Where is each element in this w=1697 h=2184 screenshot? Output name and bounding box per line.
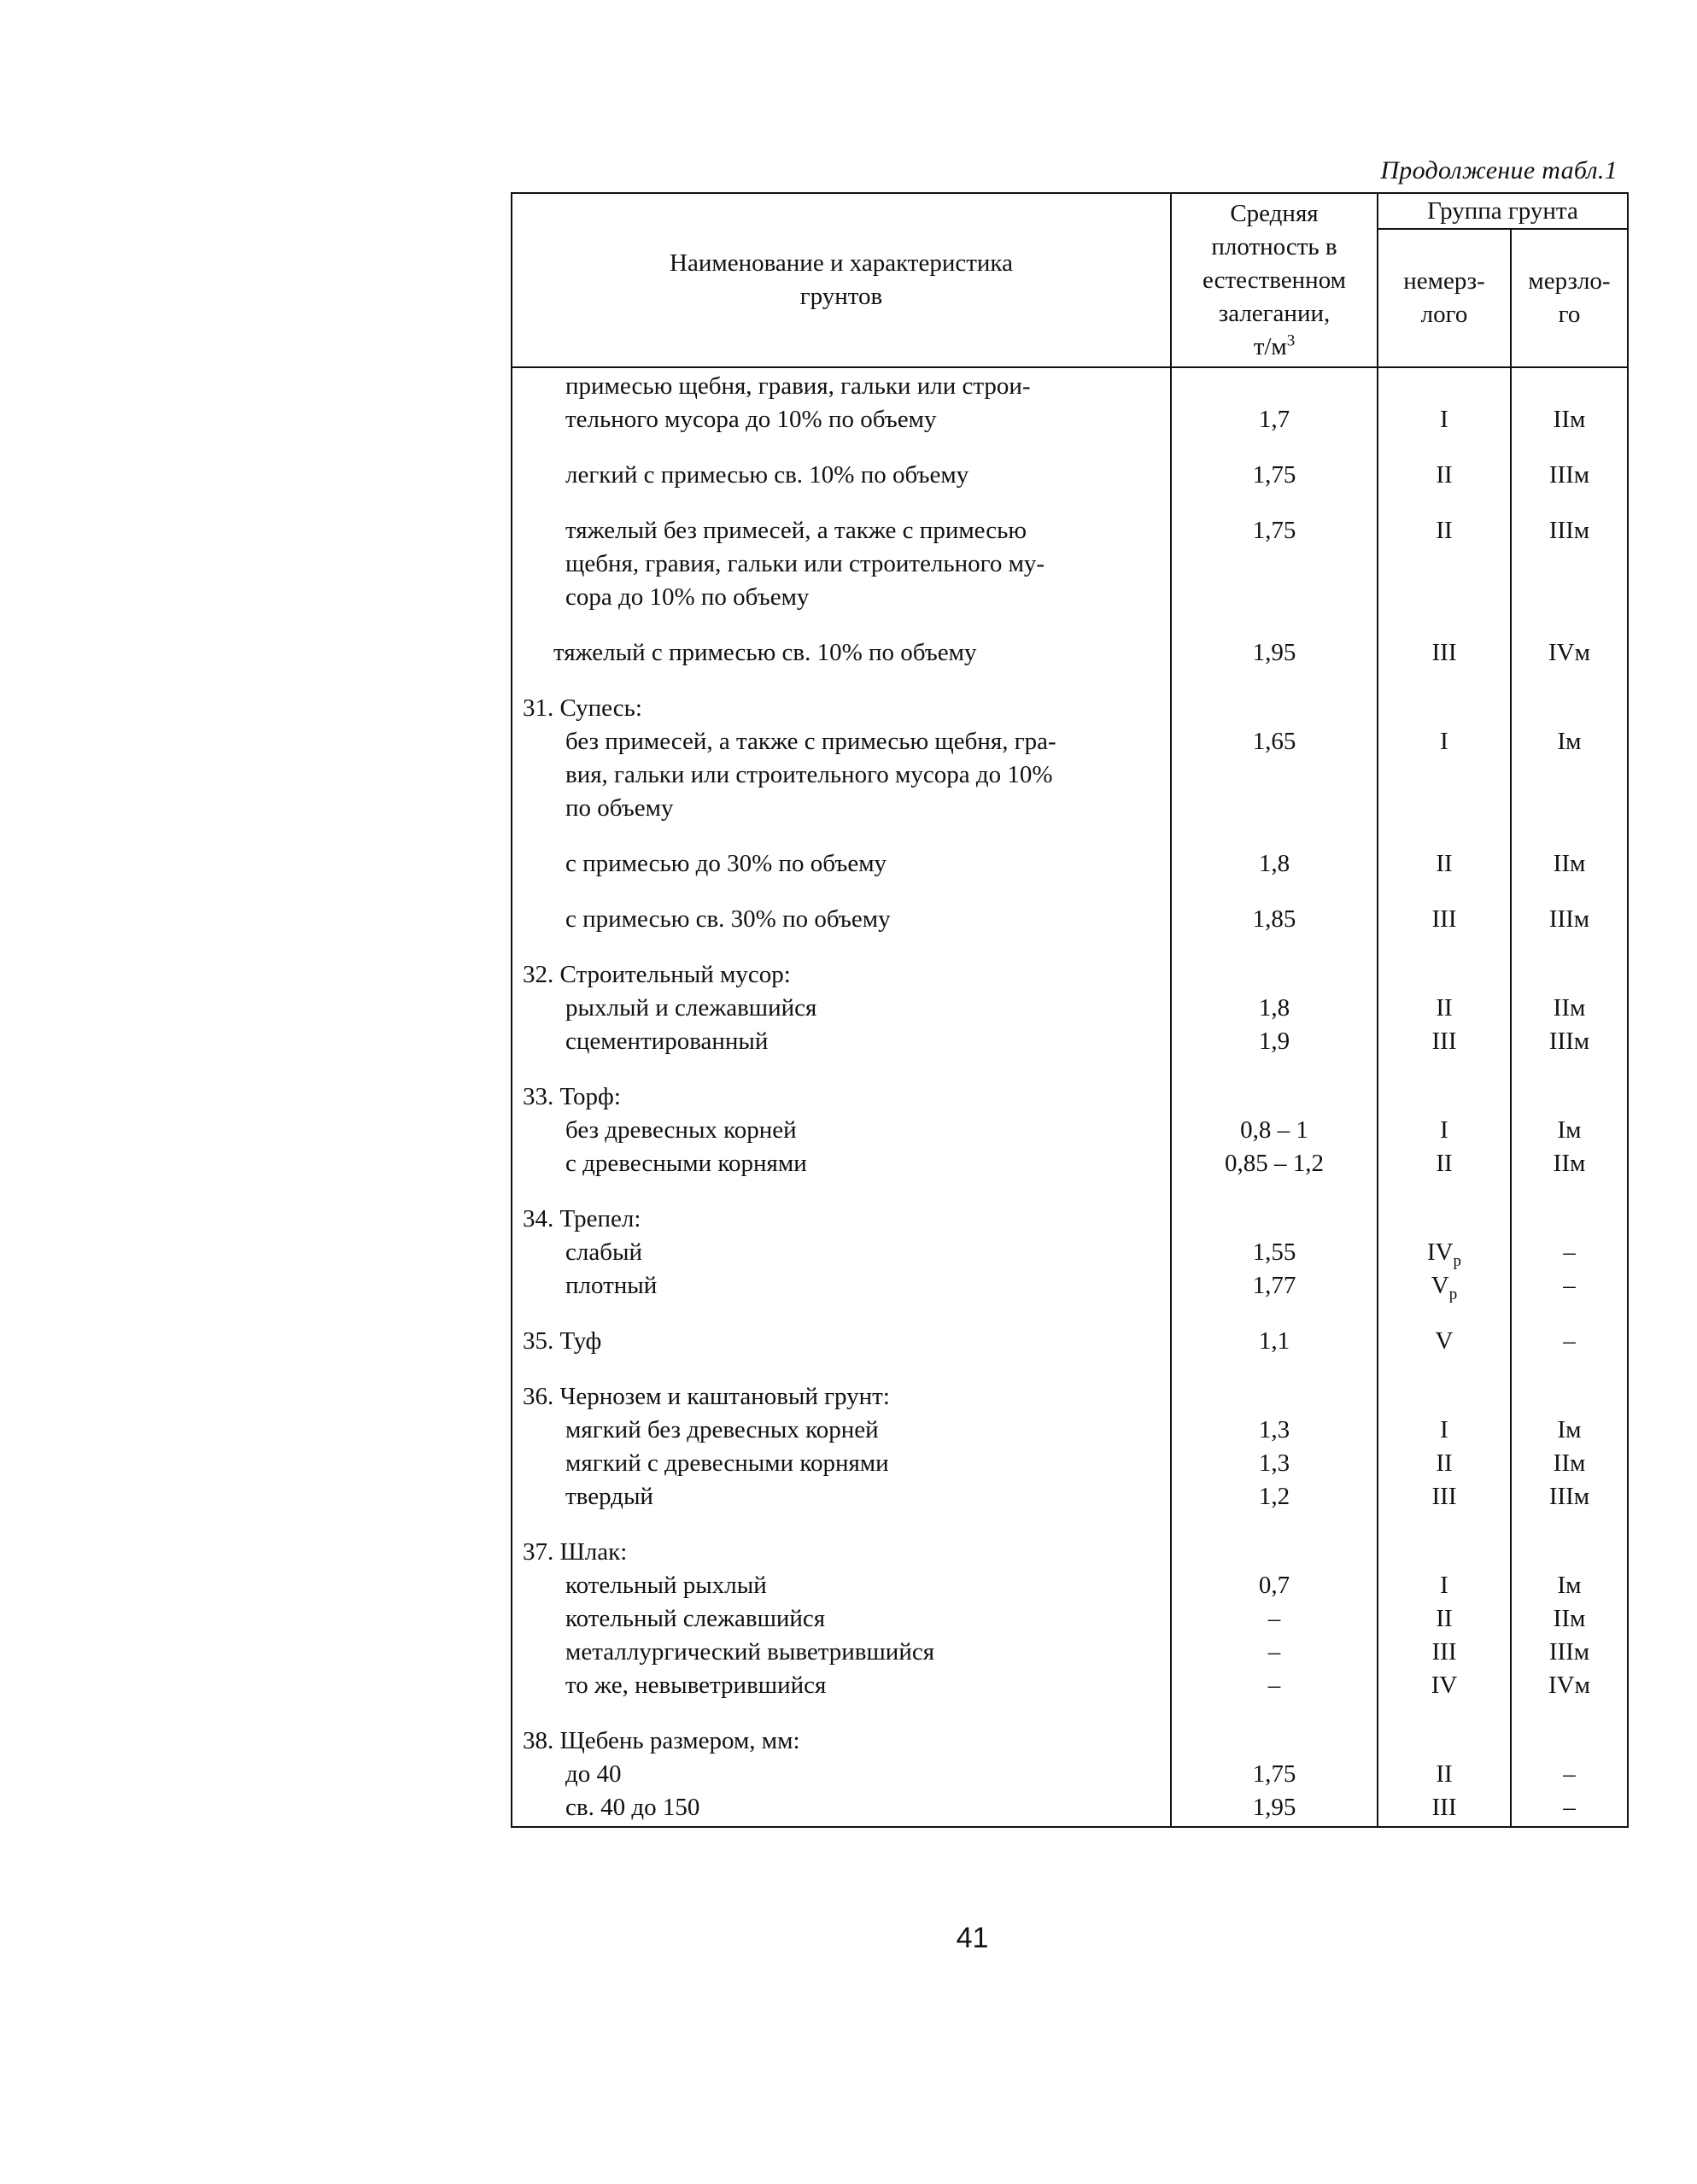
header-unfrozen	[1378, 229, 1511, 367]
name-line: без примесей, а также с примесью щебня, гра-	[565, 728, 1056, 755]
name-line: твердый	[565, 1483, 653, 1510]
table-row	[512, 1303, 1628, 1358]
cell-name	[512, 1180, 1171, 1303]
table-caption: Продолжение табл.1	[1380, 156, 1618, 184]
header-name-line1: Наименование и характеристика	[670, 249, 1013, 277]
cell-density	[1171, 367, 1378, 436]
cell-density-value: 1,55	[1252, 1238, 1296, 1266]
cell-group-unfrozen-value: III	[1431, 1794, 1457, 1821]
cell-group-unfrozen	[1378, 936, 1511, 1058]
table-row	[512, 367, 1628, 436]
cell-group-frozen-value: IIм	[1553, 1605, 1586, 1632]
cell-name	[512, 367, 1171, 436]
name-line: без древесных корней	[565, 1116, 797, 1144]
cell-group-frozen-value: IIIм	[1548, 1638, 1590, 1666]
cell-density-value: 1,75	[1252, 461, 1296, 489]
cell-density-value: 1,95	[1252, 639, 1296, 666]
header-density-line1: Средняя	[1230, 199, 1319, 227]
cell-density	[1171, 436, 1378, 492]
table-row	[512, 825, 1628, 881]
table-row	[512, 1058, 1628, 1180]
category-heading: 38. Щебень размером, мм:	[523, 1727, 800, 1754]
page-number: 41	[956, 1922, 989, 1954]
cell-density-value: 1,3	[1258, 1416, 1290, 1443]
header-density-line4: залегании,	[1218, 299, 1331, 327]
cell-group-frozen-value: Iм	[1557, 1416, 1582, 1443]
cell-group-frozen	[1511, 1702, 1628, 1827]
name-line: котельный рыхлый	[565, 1572, 767, 1599]
category-heading: 31. Супесь:	[523, 694, 642, 722]
cell-density	[1171, 1702, 1378, 1827]
cell-group-unfrozen	[1378, 436, 1511, 492]
cell-group-frozen-value: Iм	[1557, 728, 1582, 755]
cell-group-unfrozen-value: III	[1431, 639, 1457, 666]
cell-density	[1171, 825, 1378, 881]
header-frozen	[1511, 229, 1628, 367]
cell-group-frozen-value: IVм	[1548, 639, 1590, 666]
cell-group-frozen-value: IIм	[1553, 1150, 1586, 1177]
header-density-line2: плотность в	[1211, 232, 1337, 261]
cell-group-frozen	[1511, 1303, 1628, 1358]
category-heading: 33. Торф:	[523, 1083, 621, 1110]
cell-group-frozen-value: IIм	[1553, 406, 1586, 433]
cell-name	[512, 1058, 1171, 1180]
cell-group-unfrozen-value: II	[1436, 850, 1453, 877]
cell-group-frozen-value: IIIм	[1548, 905, 1590, 933]
cell-group-unfrozen-value: III	[1431, 1028, 1457, 1055]
cell-group-frozen	[1511, 825, 1628, 881]
cell-group-unfrozen-value: I	[1440, 728, 1448, 755]
category-heading: 32. Строительный мусор:	[523, 961, 791, 988]
cell-group-unfrozen-value: II	[1436, 461, 1453, 489]
name-line: с примесью до 30% по объему	[565, 850, 887, 877]
cell-name	[512, 492, 1171, 614]
header-frozen-line2: го	[1558, 301, 1581, 328]
cell-density-value: 1,3	[1258, 1449, 1290, 1477]
cell-group-unfrozen-value: II	[1436, 994, 1453, 1022]
cell-group-unfrozen-value: III	[1431, 905, 1457, 933]
header-density	[1171, 193, 1378, 367]
header-density-line3: естественном	[1202, 266, 1346, 294]
cell-group-frozen	[1511, 436, 1628, 492]
name-line: то же, невыветрившийся	[565, 1672, 827, 1699]
cell-density-value: 1,65	[1252, 728, 1296, 755]
cell-group-frozen-value: IIм	[1553, 850, 1586, 877]
cell-group-unfrozen	[1378, 881, 1511, 936]
cell-density-value: 0,85 – 1,2	[1225, 1150, 1324, 1177]
name-line: легкий с примесью св. 10% по объему	[565, 461, 969, 489]
table-row	[512, 670, 1628, 825]
cell-group-frozen	[1511, 1058, 1628, 1180]
cell-density-value: –	[1267, 1638, 1281, 1666]
name-line: до 40	[565, 1760, 622, 1788]
cell-name	[512, 1358, 1171, 1514]
name-line: плотный	[565, 1272, 658, 1299]
cell-name	[512, 825, 1171, 881]
cell-group-unfrozen-value: III	[1431, 1638, 1457, 1666]
cell-group-unfrozen	[1378, 1303, 1511, 1358]
name-line: тяжелый с примесью св. 10% по объему	[553, 639, 977, 666]
cell-group-unfrozen-value	[1378, 370, 1510, 403]
name-line: сцементированный	[565, 1028, 769, 1055]
cell-group-unfrozen-value: I	[1440, 406, 1448, 433]
cell-density-value: 1,75	[1252, 517, 1296, 544]
name-line: св. 40 до 150	[565, 1794, 700, 1821]
header-frozen-line1: мерзло-	[1528, 267, 1611, 295]
cell-group-frozen-value: IIм	[1553, 1449, 1586, 1477]
table-row	[512, 936, 1628, 1058]
cell-name	[512, 936, 1171, 1058]
name-line: примесью щебня, гравия, гальки или строи-	[565, 372, 1031, 400]
cell-group-frozen	[1511, 492, 1628, 614]
cell-group-unfrozen	[1378, 1514, 1511, 1702]
cell-group-frozen-value: IIм	[1553, 994, 1586, 1022]
cell-group-frozen-value: –	[1563, 1794, 1576, 1821]
cell-group-frozen-value: IIIм	[1548, 461, 1590, 489]
table-body	[512, 367, 1628, 1827]
name-line: мягкий с древесными корнями	[565, 1449, 889, 1477]
name-line: слабый	[565, 1238, 642, 1266]
cell-group-unfrozen-value: I	[1440, 1572, 1448, 1599]
cell-density-value: 1,1	[1258, 1327, 1290, 1355]
cell-group-unfrozen-value: II	[1436, 1605, 1453, 1632]
cell-name	[512, 614, 1171, 670]
cell-group-frozen-value: IVм	[1548, 1672, 1590, 1699]
name-line: тяжелый без примесей, а также с примесью	[565, 517, 1027, 544]
table-row	[512, 1358, 1628, 1514]
header-density-unit: т/м	[1253, 332, 1287, 360]
cell-density-value: 0,8 – 1	[1240, 1116, 1308, 1144]
cell-group-unfrozen-value: III	[1431, 1483, 1457, 1510]
cell-density-value: 1,9	[1258, 1028, 1290, 1055]
cell-density-value: –	[1267, 1605, 1281, 1632]
header-density-unit-sup: 3	[1286, 331, 1296, 349]
category-heading: 35. Туф	[523, 1327, 602, 1355]
cell-group-unfrozen	[1378, 367, 1511, 436]
cell-group-unfrozen-value: V	[1435, 1327, 1454, 1355]
cell-group-frozen-value	[1512, 370, 1627, 403]
name-line: металлургический выветрившийся	[565, 1638, 935, 1666]
category-heading: 36. Чернозем и каштановый грунт:	[523, 1383, 890, 1410]
cell-group-unfrozen	[1378, 1058, 1511, 1180]
cell-density-value: 0,7	[1258, 1572, 1290, 1599]
cell-group-unfrozen-value: $V_р$	[1431, 1272, 1458, 1303]
cell-group-unfrozen-value: I	[1440, 1116, 1448, 1144]
cell-density-value: 1,2	[1258, 1483, 1290, 1510]
cell-density	[1171, 614, 1378, 670]
name-line: щебня, гравия, гальки или строительного му-	[565, 550, 1045, 577]
cell-group-frozen	[1511, 614, 1628, 670]
cell-group-unfrozen-value: IV	[1431, 1672, 1458, 1699]
cell-group-unfrozen	[1378, 1702, 1511, 1827]
cell-group-frozen-value: Iм	[1557, 1572, 1582, 1599]
cell-group-frozen-value: –	[1563, 1327, 1576, 1355]
cell-density-value: 1,75	[1252, 1760, 1296, 1788]
cell-density	[1171, 1180, 1378, 1303]
cell-density	[1171, 670, 1378, 825]
cell-density-value: –	[1267, 1672, 1281, 1699]
cell-name	[512, 881, 1171, 936]
cell-group-unfrozen	[1378, 1180, 1511, 1303]
name-line: по объему	[565, 794, 674, 822]
cell-group-frozen	[1511, 936, 1628, 1058]
table-row	[512, 1180, 1628, 1303]
cell-group-unfrozen	[1378, 825, 1511, 881]
cell-density-value: 1,77	[1252, 1272, 1296, 1299]
cell-density-value: 1,8	[1258, 850, 1290, 877]
cell-density-value	[1172, 370, 1377, 403]
cell-group-frozen-value: IIIм	[1548, 1483, 1590, 1510]
cell-group-unfrozen-value: II	[1436, 1449, 1453, 1477]
cell-name	[512, 670, 1171, 825]
cell-density-value: 1,95	[1252, 1794, 1296, 1821]
name-line: котельный слежавшийся	[565, 1605, 826, 1632]
name-line: сора до 10% по объему	[565, 583, 810, 611]
cell-group-frozen	[1511, 670, 1628, 825]
cell-name	[512, 436, 1171, 492]
cell-group-frozen	[1511, 1514, 1628, 1702]
cell-group-frozen-value: IIIм	[1548, 517, 1590, 544]
cell-group-unfrozen	[1378, 492, 1511, 614]
table-row	[512, 436, 1628, 492]
cell-density	[1171, 1303, 1378, 1358]
name-line: вия, гальки или строительного мусора до 10%	[565, 761, 1053, 788]
table-row	[512, 614, 1628, 670]
cell-group-frozen-value: IIIм	[1548, 1028, 1590, 1055]
cell-name	[512, 1514, 1171, 1702]
cell-density-value: 1,7	[1258, 406, 1290, 433]
cell-group-frozen	[1511, 1358, 1628, 1514]
cell-group-unfrozen	[1378, 614, 1511, 670]
cell-name	[512, 1303, 1171, 1358]
header-unfrozen-line2: лого	[1420, 301, 1468, 328]
header-group: Группа грунта	[1378, 193, 1628, 229]
cell-group-unfrozen-value: II	[1436, 517, 1453, 544]
cell-group-unfrozen-value: II	[1436, 1150, 1453, 1177]
cell-name	[512, 1702, 1171, 1827]
cell-density	[1171, 881, 1378, 936]
cell-group-unfrozen	[1378, 1358, 1511, 1514]
name-line: рыхлый и слежавшийся	[565, 994, 817, 1022]
cell-group-unfrozen	[1378, 670, 1511, 825]
cell-group-frozen	[1511, 367, 1628, 436]
cell-group-frozen-value: Iм	[1557, 1116, 1582, 1144]
cell-group-frozen-value: –	[1563, 1760, 1576, 1788]
table-row	[512, 1702, 1628, 1827]
cell-density	[1171, 1514, 1378, 1702]
header-name-line2: грунтов	[799, 283, 883, 310]
cell-density	[1171, 1358, 1378, 1514]
cell-group-unfrozen-value: $IV_р$	[1426, 1238, 1462, 1270]
category-heading: 37. Шлак:	[523, 1538, 628, 1566]
header-unfrozen-line1: немерз-	[1403, 267, 1485, 295]
header-name	[512, 193, 1171, 367]
name-line: мягкий без древесных корней	[565, 1416, 879, 1443]
cell-density-value: 1,8	[1258, 994, 1290, 1022]
name-line: с древесными корнями	[565, 1150, 807, 1177]
table-row	[512, 1514, 1628, 1702]
cell-group-unfrozen-value: II	[1436, 1760, 1453, 1788]
name-line: тельного мусора до 10% по объему	[565, 406, 937, 433]
cell-group-frozen	[1511, 881, 1628, 936]
category-heading: 34. Трепел:	[523, 1205, 641, 1233]
cell-group-frozen-value: –	[1563, 1238, 1576, 1266]
cell-group-frozen	[1511, 1180, 1628, 1303]
cell-density	[1171, 492, 1378, 614]
name-line: с примесью св. 30% по объему	[565, 905, 891, 933]
table-row	[512, 492, 1628, 614]
cell-group-frozen-value: –	[1563, 1272, 1576, 1299]
cell-group-unfrozen-value: I	[1440, 1416, 1448, 1443]
cell-density	[1171, 936, 1378, 1058]
soil-table	[511, 192, 1629, 1828]
table-row	[512, 881, 1628, 936]
cell-density-value: 1,85	[1252, 905, 1296, 933]
cell-density	[1171, 1058, 1378, 1180]
